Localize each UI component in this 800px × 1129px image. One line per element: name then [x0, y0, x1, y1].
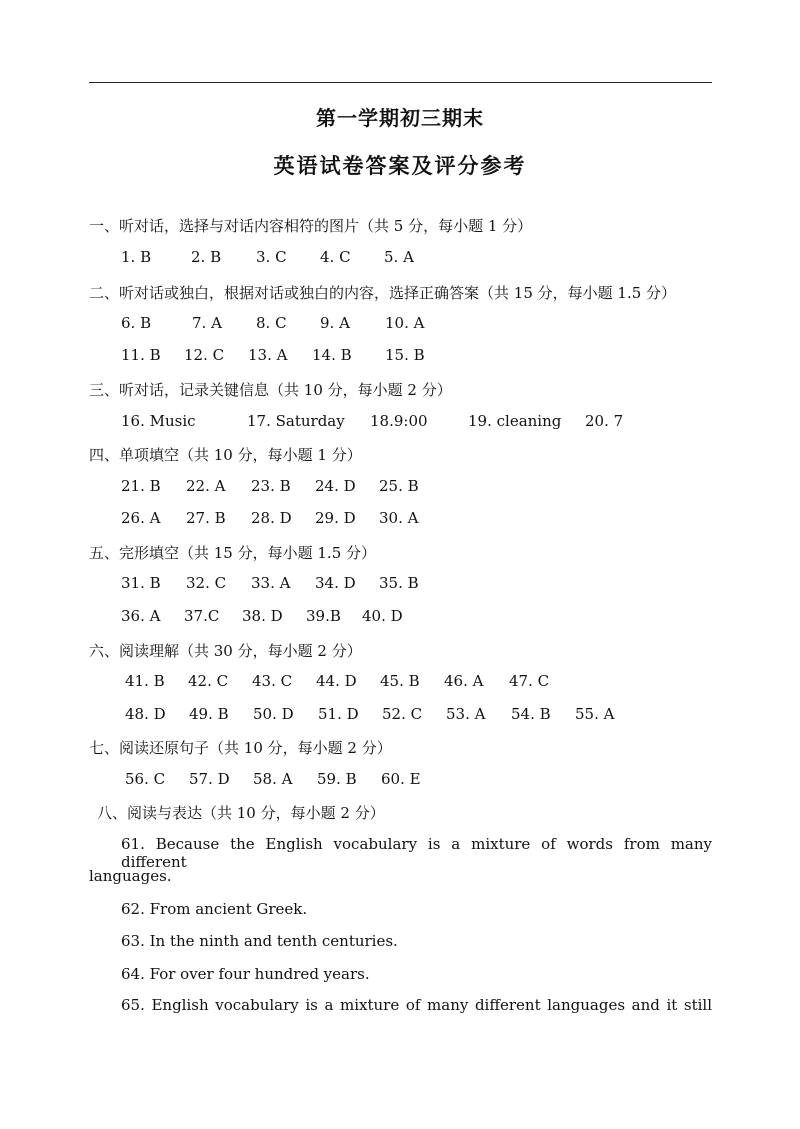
section-heading-5: 五、完形填空（共 15 分，每小题 1.5 分） — [89, 544, 377, 562]
page-subtitle: 英语试卷答案及评分参考 — [273, 154, 527, 178]
answer-item: 35. B — [379, 574, 419, 592]
answer-item: 38. D — [242, 607, 283, 625]
section-heading-3: 三、听对话，记录关键信息（共 10 分，每小题 2 分） — [89, 381, 452, 399]
answer-item: 23. B — [251, 477, 291, 495]
answer-item: 34. D — [315, 574, 356, 592]
answer-item: 2. B — [191, 248, 222, 266]
answer-item: 48. D — [125, 705, 166, 723]
answer-item: 56. C — [125, 770, 166, 788]
answer-item: 53. A — [446, 705, 486, 723]
page-title: 第一学期初三期末 — [316, 106, 484, 130]
answer-item: 36. A — [121, 607, 161, 625]
answer-item: 29. D — [315, 509, 356, 527]
answer-item: 22. A — [186, 477, 226, 495]
section-heading-7: 七、阅读还原句子（共 10 分，每小题 2 分） — [89, 739, 392, 757]
answer-item: 16. Music — [121, 412, 196, 430]
answer-item: 27. B — [186, 509, 226, 527]
answer-item: 25. B — [379, 477, 419, 495]
answer-item: 59. B — [317, 770, 357, 788]
section-heading-4: 四、单项填空（共 10 分，每小题 1 分） — [89, 446, 362, 464]
answer-item: 18.9:00 — [370, 412, 428, 430]
top-rule — [89, 82, 712, 83]
answer-item: 3. C — [256, 248, 287, 266]
answer-item: 54. B — [511, 705, 551, 723]
answer-item: 8. C — [256, 314, 287, 332]
section-heading-8: 八、阅读与表达（共 10 分，每小题 2 分） — [97, 804, 385, 822]
answer-item: 60. E — [381, 770, 421, 788]
answer-item: 52. C — [382, 705, 423, 723]
answer-item: 7. A — [192, 314, 222, 332]
answer-item: 13. A — [248, 346, 288, 364]
answer-item: 19. cleaning — [468, 412, 562, 430]
answer-line: 62. From ancient Greek. — [121, 900, 308, 918]
answer-item: 26. A — [121, 509, 161, 527]
answer-item: 47. C — [509, 672, 550, 690]
answer-item: 28. D — [251, 509, 292, 527]
answer-item: 6. B — [121, 314, 152, 332]
answer-item: 51. D — [318, 705, 359, 723]
answer-item: 57. D — [189, 770, 230, 788]
answer-item: 43. C — [252, 672, 293, 690]
answer-item: 30. A — [379, 509, 419, 527]
answer-item: 33. A — [251, 574, 291, 592]
answer-item: 31. B — [121, 574, 161, 592]
answer-item: 37.C — [184, 607, 220, 625]
answer-line: 64. For over four hundred years. — [121, 965, 370, 983]
answer-line: languages. — [89, 867, 172, 885]
answer-item: 32. C — [186, 574, 227, 592]
answer-item: 5. A — [384, 248, 414, 266]
answer-item: 58. A — [253, 770, 293, 788]
answer-item: 50. D — [253, 705, 294, 723]
answer-item: 39.B — [306, 607, 341, 625]
section-heading-6: 六、阅读理解（共 30 分，每小题 2 分） — [89, 642, 362, 660]
answer-item: 21. B — [121, 477, 161, 495]
answer-item: 20. 7 — [585, 412, 624, 430]
answer-item: 40. D — [362, 607, 403, 625]
answer-item: 4. C — [320, 248, 351, 266]
answer-item: 45. B — [380, 672, 420, 690]
section-heading-2: 二、听对话或独白，根据对话或独白的内容，选择正确答案（共 15 分，每小题 1.5 分） — [89, 284, 677, 302]
answer-item: 49. B — [189, 705, 229, 723]
answer-line: 65. English vocabulary is a mixture of many different languages and it still — [121, 996, 712, 1014]
answer-item: 1. B — [121, 248, 152, 266]
answer-item: 15. B — [385, 346, 425, 364]
answer-item: 9. A — [320, 314, 350, 332]
answer-item: 44. D — [316, 672, 357, 690]
answer-line: 61. Because the English vocabulary is a mixture of words from many different — [121, 835, 712, 871]
answer-item: 17. Saturday — [247, 412, 345, 430]
answer-item: 12. C — [184, 346, 225, 364]
answer-item: 14. B — [312, 346, 352, 364]
answer-line: 63. In the ninth and tenth centuries. — [121, 932, 398, 950]
answer-item: 41. B — [125, 672, 165, 690]
section-heading-1: 一、听对话，选择与对话内容相符的图片（共 5 分，每小题 1 分） — [89, 217, 533, 235]
answer-item: 10. A — [385, 314, 425, 332]
answer-item: 46. A — [444, 672, 484, 690]
answer-item: 42. C — [188, 672, 229, 690]
answer-item: 11. B — [121, 346, 161, 364]
answer-item: 24. D — [315, 477, 356, 495]
answer-item: 55. A — [575, 705, 615, 723]
